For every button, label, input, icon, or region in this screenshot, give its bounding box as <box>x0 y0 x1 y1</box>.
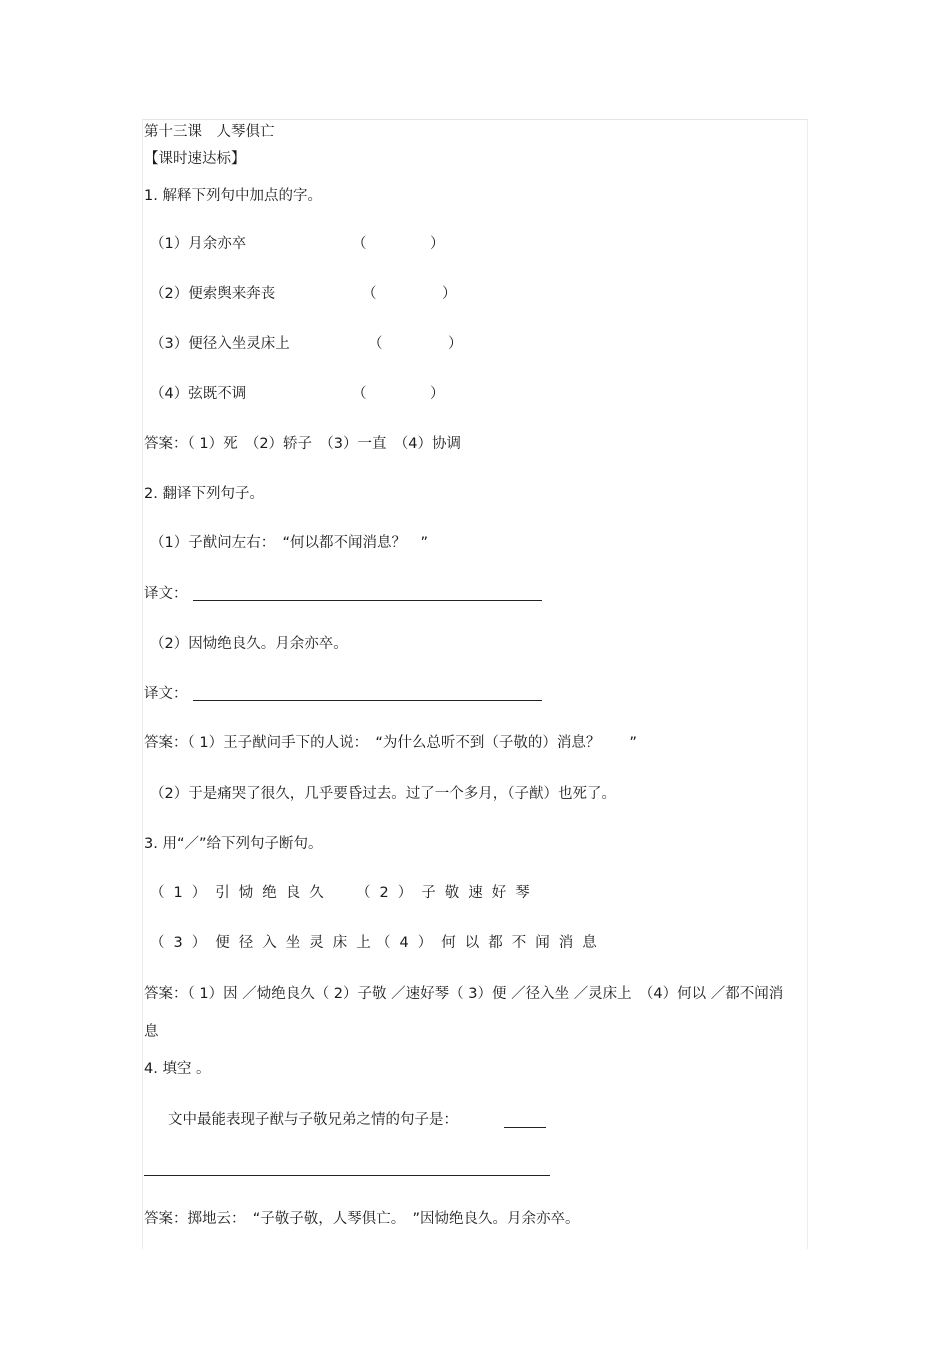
q1-item-2-blank-open: （ <box>362 286 377 302</box>
q2-translation-label-1: 译文： <box>144 586 188 602</box>
q1-item-3-blank-open: （ <box>368 336 383 352</box>
q1-item-3-blank-close: ） <box>448 336 463 352</box>
q1-item-3: （3）便径入坐灵床上 <box>150 336 290 352</box>
q1-item-4: （4）弦既不调 <box>150 386 247 402</box>
q1-item-1-blank-close: ） <box>430 236 445 252</box>
q2-prompt: 2. 翻译下列句子。 <box>144 486 264 502</box>
q2-item-1: （1）子猷问左右： “何以都不闻消息？ ” <box>150 535 428 551</box>
q3-item-2: （2）子敬速好琴 <box>356 885 539 901</box>
q4-prompt: 4. 填空 。 <box>144 1061 211 1077</box>
q1-item-2: （2）便索舆来奔丧 <box>150 286 276 302</box>
q1-item-1-blank-open: （ <box>352 236 367 252</box>
q1-answer: 答案：（ 1）死 （2）轿子 （3）一直 （4）协调 <box>144 436 462 452</box>
q1-item-4-blank-close: ） <box>430 386 445 402</box>
q3-prompt: 3. 用“／”给下列句子断句。 <box>144 836 323 852</box>
q3-item-3: （3）便径入坐灵床上 <box>150 935 380 951</box>
q4-blank-long <box>144 1175 550 1176</box>
q1-item-2-blank-close: ） <box>442 286 457 302</box>
q4-text: 文中最能表现子猷与子敬兄弟之情的句子是： <box>168 1112 458 1128</box>
q1-item-1: （1）月余亦卒 <box>150 236 247 252</box>
q4-answer: 答案：掷地云： “子敬子敬，人琴俱亡。 ”因恸绝良久。月余亦卒。 <box>144 1211 580 1227</box>
q2-translation-label-2: 译文： <box>144 686 188 702</box>
section-label: 【课时速达标】 <box>144 151 246 167</box>
lesson-title: 第十三课 人琴俱亡 <box>144 124 275 140</box>
q3-answer-line-2: 息 <box>144 1024 159 1040</box>
q3-answer-line-1: 答案：（ 1）因 ／恸绝良久（ 2）子敬 ／速好琴（ 3）便 ／径入坐 ／灵床上 （4）何以 ／都不闻消 <box>144 986 784 1002</box>
q2-translation-blank-2 <box>193 700 542 701</box>
q2-answer-1: 答案：（ 1）王子猷问手下的人说： “为什么总听不到（子敬的）消息？ ” <box>144 735 637 751</box>
q2-answer-2: （2）于是痛哭了很久，几乎要昏过去。过了一个多月，（子猷）也死了。 <box>150 786 616 802</box>
q4-blank-short <box>504 1127 546 1128</box>
q1-item-4-blank-open: （ <box>352 386 367 402</box>
q2-item-2: （2）因恸绝良久。月余亦卒。 <box>150 636 348 652</box>
q1-prompt: 1. 解释下列句中加点的字。 <box>144 188 322 204</box>
q2-translation-blank-1 <box>193 600 542 601</box>
q3-item-4: （4）何以都不闻消息 <box>376 935 606 951</box>
q3-item-1: （1）引恸绝良久 <box>150 885 333 901</box>
